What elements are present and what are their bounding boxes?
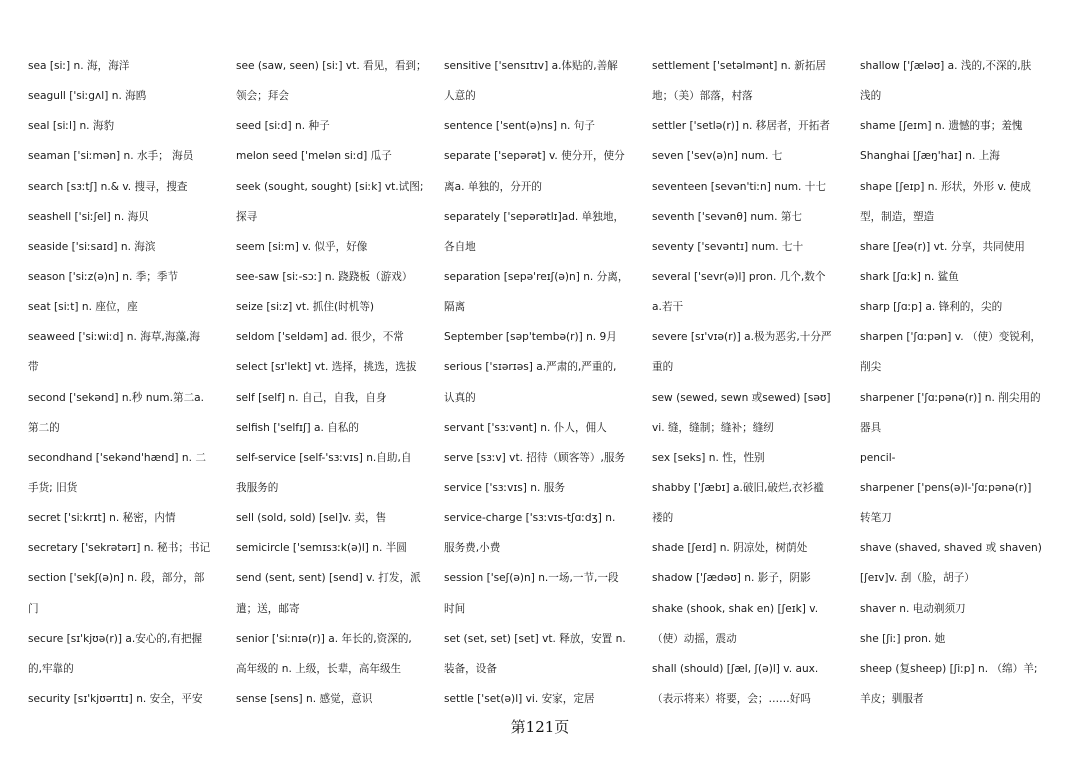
entry-line: share [ʃeə(r)] vt. 分享，共同使用 [860, 240, 1025, 253]
entry-line: shave (shaved, shaved 或 shaven) [860, 542, 1042, 555]
entry-line: set (set, set) [set] vt. 释放，安置 n. [444, 632, 626, 645]
entry-line: send (sent, sent) [send] v. 打发，派 [236, 572, 421, 585]
entry-line: shaver n. 电动剃须刀 [860, 602, 966, 615]
entry-line: serious ['sɪərɪəs] a.严肃的,严重的, [444, 361, 617, 374]
entry-line: several ['sevr(ə)l] pron. 几个,数个 [652, 270, 826, 283]
entry-line: sensitive ['sensɪtɪv] a.体贴的,善解 [444, 60, 618, 72]
entry-line: 带 [28, 361, 39, 374]
entry-line: secretary ['sekrətərɪ] n. 秘书；书记 [28, 542, 211, 555]
entry-line: service ['sɜːvɪs] n. 服务 [444, 481, 565, 494]
entry-line: 服务费,小费 [444, 542, 501, 555]
entry-line: 羊皮；驯服者 [860, 692, 924, 705]
entry-line: shall (should) [ʃæl, ʃ(ə)l] v. aux. [652, 662, 819, 675]
entry-line: 领会；拜会 [236, 90, 289, 103]
entry-line: self-service [self-'sɜːvɪs] n.自助,自 [236, 451, 412, 464]
column-3 [444, 51, 642, 715]
entry-line: select [sɪ'lekt] vt. 选择，挑选，选拔 [236, 361, 417, 374]
column-5 [860, 51, 1058, 715]
entry-line: session ['seʃ(ə)n] n.一场,一节,一段 [444, 572, 619, 585]
entry-line: sheep (复sheep) [ʃiːp] n. （绵）羊; [860, 662, 1038, 675]
entry-line: security [sɪ'kjʊərɪtɪ] n. 安全，平安 [28, 692, 203, 705]
entry-line: sew (sewed, sewn 或sewed) [səʊ] [652, 391, 831, 404]
entry-line: Shanghai [ʃæŋ'haɪ] n. 上海 [860, 150, 1000, 163]
entry-line: seaside ['siːsaɪd] n. 海滨 [28, 240, 156, 253]
entry-line: seaweed ['siːwiːd] n. 海草,海藻,海 [28, 331, 200, 344]
entry-line: 褛的 [652, 512, 674, 525]
entry-line: seat [siːt] n. 座位，座 [28, 301, 138, 314]
entry-line: seaman ['siːmən] n. 水手； 海员 [28, 150, 194, 163]
entry-line: 地；（美）部落，村落 [652, 90, 753, 103]
column-4 [652, 51, 850, 715]
entry-line: seed [siːd] n. 种子 [236, 120, 330, 133]
entry-line: sell (sold, sold) [sel]v. 卖，售 [236, 512, 387, 525]
entry-line: sharp [ʃɑːp] a. 锋利的，尖的 [860, 301, 1003, 314]
entry-line: 隔离 [444, 301, 466, 314]
entry-line: settlement ['setəlmənt] n. 新拓居 [652, 60, 827, 72]
entry-line: September [səp'tembə(r)] n. 9月 [444, 331, 617, 344]
entry-line: semicircle ['semɪsɜːk(ə)l] n. 半圆 [236, 542, 407, 555]
entry-line: seventeen [sevən'tiːn] num. 十七 [652, 180, 826, 193]
entry-line: severe [sɪ'vɪə(r)] a.极为恶劣,十分严 [652, 331, 832, 344]
entry-line: sharpen ['ʃɑːpən] v. （使）变锐利， [860, 331, 1042, 344]
page-number: 第121页 [510, 718, 570, 736]
entry-line: second ['sekənd] n.秒 num.第二a. [28, 391, 205, 404]
column-1 [28, 51, 226, 715]
entry-line: serve [sɜːv] vt. 招待（顾客等）,服务 [444, 451, 626, 464]
entry-line: secondhand ['sekənd'hænd] n. 二 [28, 451, 206, 464]
entry-line: 的,牢靠的 [28, 662, 74, 675]
entry-line: service-charge ['sɜːvɪs-tʃɑːdʒ] n. [444, 512, 616, 525]
entry-line: 第二的 [28, 421, 60, 434]
entry-line: sharpener ['pens(ə)l-'ʃɑːpənə(r)] [860, 481, 1032, 494]
entry-line: she [ʃiː] pron. 她 [860, 632, 946, 645]
entry-line: seal [siːl] n. 海豹 [28, 120, 115, 133]
entry-line: shark [ʃɑːk] n. 鲨鱼 [860, 270, 959, 283]
entry-line: seek (sought, sought) [siːk] vt.试图; [236, 180, 424, 193]
entry-line: a.若干 [652, 301, 684, 314]
entry-line: sentence ['sent(ə)ns] n. 句子 [444, 120, 595, 133]
entry-line: （表示将来）将要，会；……好吗 [652, 692, 811, 705]
entry-line: seem [siːm] v. 似乎，好像 [236, 240, 368, 253]
entry-line: shabby ['ʃæbɪ] a.破旧,破烂,衣衫褴 [652, 481, 824, 494]
entry-line: selfish ['selfɪʃ] a. 自私的 [236, 421, 360, 434]
entry-line: vi. 缝，缝制；缝补；缝纫 [652, 421, 774, 434]
entry-line: 各自地 [444, 240, 476, 253]
entry-line: section ['sekʃ(ə)n] n. 段，部分，部 [28, 572, 205, 585]
entry-line: 探寻 [236, 210, 258, 223]
entry-line: 型，制造，塑造 [860, 210, 935, 223]
entry-line: seashell ['siːʃel] n. 海贝 [28, 210, 149, 223]
entry-line: 装备，设备 [444, 662, 497, 675]
entry-line: see-saw [siː-sɔː] n. 跷跷板（游戏） [236, 270, 413, 283]
entry-line: 离a. 单独的，分开的 [444, 180, 542, 193]
entry-line: seize [siːz] vt. 抓住(时机等) [236, 301, 375, 314]
entry-line: shape [ʃeɪp] n. 形状，外形 v. 使成 [860, 180, 1031, 193]
entry-line: secure [sɪ'kjʊə(r)] a.安心的,有把握 [28, 632, 203, 645]
entry-line: search [sɜːtʃ] n.& v. 搜寻，搜查 [28, 180, 188, 193]
entry-line: shake (shook, shak en) [ʃeɪk] v. [652, 602, 819, 615]
entry-columns [28, 51, 1058, 715]
entry-line: 削尖 [860, 361, 882, 374]
entry-line: pencil- [860, 451, 896, 464]
entry-line: seagull ['siːgʌl] n. 海鸥 [28, 90, 147, 103]
entry-line: 我服务的 [236, 481, 279, 494]
entry-line: [ʃeɪv]v. 刮（脸，胡子） [860, 572, 975, 585]
entry-line: 遣；送，邮寄 [236, 602, 300, 615]
entry-line: sex [seks] n. 性，性别 [652, 451, 765, 464]
entry-line: 高年级的 n. 上级，长辈，高年级生 [236, 662, 402, 675]
entry-line: 认真的 [444, 391, 476, 404]
entry-line: 手货; 旧货 [28, 481, 78, 494]
entry-line: sharpener ['ʃɑːpənə(r)] n. 削尖用的 [860, 391, 1041, 404]
entry-line: shade [ʃeɪd] n. 阴凉处，树荫处 [652, 542, 808, 555]
entry-line: servant ['sɜːvənt] n. 仆人，佣人 [444, 421, 607, 434]
entry-line: self [self] n. 自己，自我，自身 [236, 391, 387, 404]
entry-line: 门 [28, 602, 39, 615]
entry-line: seven ['sev(ə)n] num. 七 [652, 150, 783, 163]
entry-line: season ['siːz(ə)n] n. 季；季节 [28, 270, 179, 283]
column-2 [236, 51, 434, 715]
entry-line: （使）动摇，震动 [652, 632, 737, 645]
entry-line: shame [ʃeɪm] n. 遗憾的事；羞愧 [860, 120, 1023, 133]
entry-line: seventy ['sevəntɪ] num. 七十 [652, 240, 804, 253]
entry-line: 时间 [444, 602, 466, 615]
entry-line: settler ['setlə(r)] n. 移居者，开拓者 [652, 120, 830, 133]
entry-line: 浅的 [860, 90, 882, 103]
entry-line: 转笔刀 [860, 512, 892, 525]
entry-line: see (saw, seen) [siː] vt. 看见，看到； [236, 60, 427, 72]
entry-line: shadow ['ʃædəʊ] n. 影子，阴影 [652, 572, 811, 585]
entry-line: 人意的 [444, 90, 476, 103]
entry-line: settle ['set(ə)l] vi. 安家，定居 [444, 692, 595, 705]
entry-line: sense [sens] n. 感觉，意识 [236, 692, 373, 705]
entry-line: separation [sepə'reɪʃ(ə)n] n. 分离， [444, 270, 629, 283]
entry-line: sea [siː] n. 海，海洋 [28, 60, 130, 72]
entry-line: separate ['sepərət] v. 使分开，使分 [444, 150, 625, 163]
entry-line: separately ['sepərətlɪ]ad. 单独地， [444, 210, 625, 223]
entry-line: 重的 [652, 361, 674, 374]
entry-line: seldom ['seldəm] ad. 很少，不常 [236, 331, 404, 344]
entry-line: secret ['siːkrɪt] n. 秘密，内情 [28, 512, 176, 525]
entry-line: shallow ['ʃæləʊ] a. 浅的,不深的,肤 [860, 60, 1032, 72]
entry-line: senior ['siːnɪə(r)] a. 年长的,资深的, [236, 632, 412, 645]
entry-line: melon seed ['melən siːd] 瓜子 [236, 150, 392, 163]
entry-line: 器具 [860, 421, 882, 434]
entry-line: seventh ['sevənθ] num. 第七 [652, 210, 803, 223]
